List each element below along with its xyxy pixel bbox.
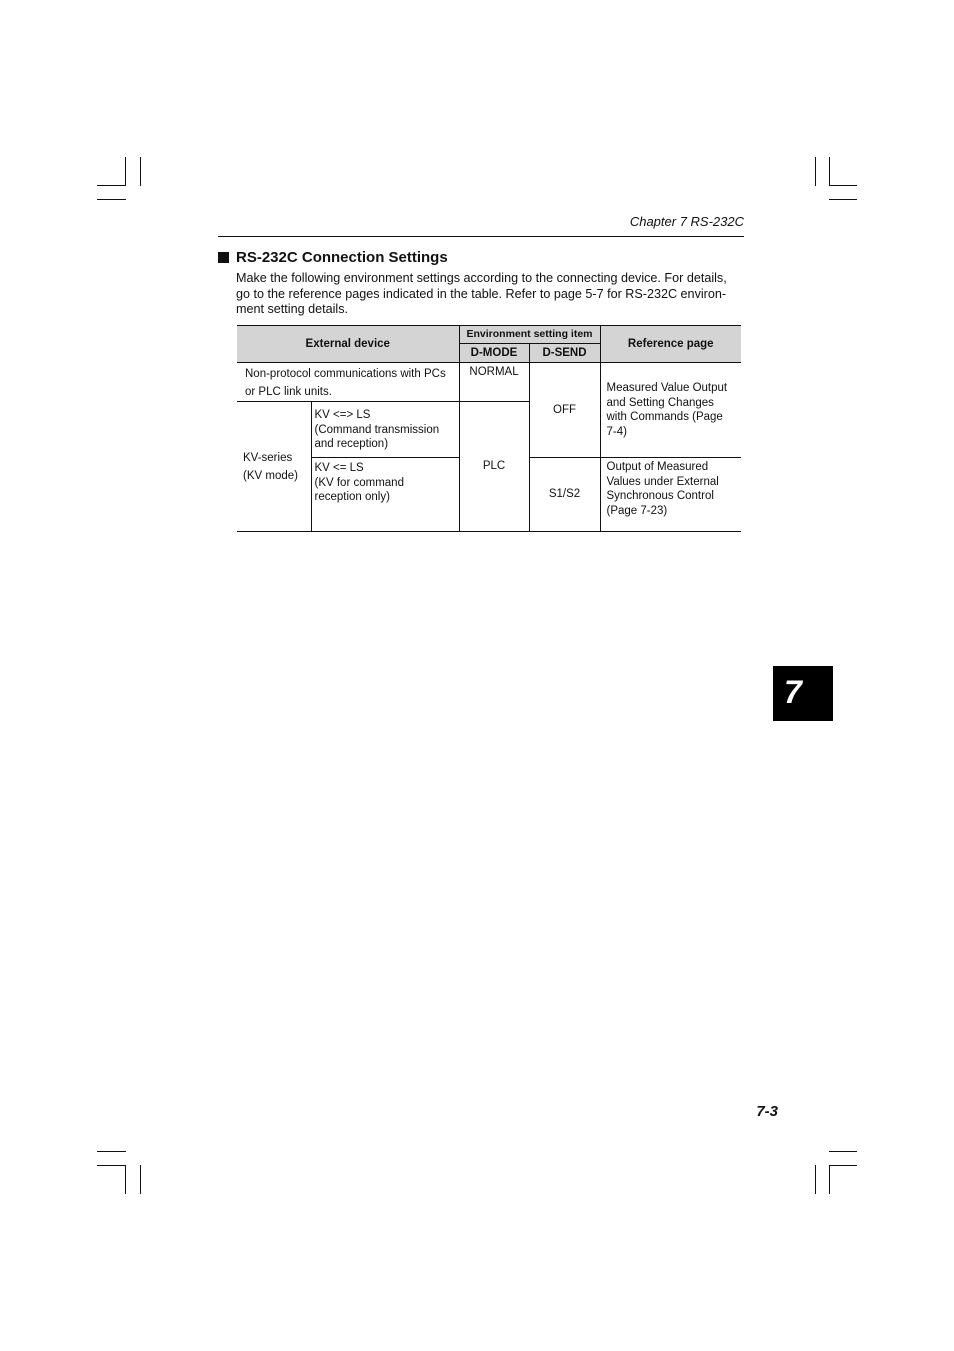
crop-mark (829, 1151, 857, 1152)
crop-mark (815, 157, 816, 186)
chapter-tab (773, 666, 833, 721)
d-mode-normal: NORMAL (459, 363, 529, 402)
device-non-protocol: Non-protocol communications with PCs or PLC link units. (237, 363, 459, 402)
header-reference: Reference page (600, 326, 741, 363)
kv-bidirectional: KV <=> LS (Command transmission and reception) (311, 402, 459, 458)
d-mode-plc: PLC (459, 402, 529, 532)
intro-paragraph (236, 271, 744, 318)
crop-mark (829, 185, 857, 186)
crop-mark (829, 199, 857, 200)
section-title-text: RS-232C Connection Settings (236, 249, 448, 266)
page-number: 7-3 (756, 1103, 778, 1120)
header-env-setting: Environment setting item (459, 326, 600, 344)
crop-mark (97, 199, 126, 200)
section-title (218, 249, 448, 266)
crop-mark (829, 157, 830, 186)
crop-mark (829, 1165, 830, 1194)
crop-mark (97, 185, 126, 186)
device-kv-series: KV-series (KV mode) (237, 402, 311, 532)
crop-mark (140, 1165, 141, 1194)
connection-settings-table (237, 325, 741, 532)
header-d-mode: D-MODE (459, 344, 529, 363)
chapter-tab-number: 7 (784, 674, 802, 710)
intro-line: go to the reference pages indicated in the table. Refer to page 5-7 for RS-232C environ- (236, 286, 727, 301)
kv-receive-only: KV <= LS (KV for command reception only) (311, 458, 459, 532)
square-bullet-icon (218, 252, 229, 263)
crop-mark (125, 157, 126, 186)
crop-mark (125, 1165, 126, 1194)
intro-line: Make the following environment settings according to the connecting device. For details, (236, 271, 727, 285)
d-send-s1s2: S1/S2 (529, 458, 600, 532)
running-header: Chapter 7 RS-232C (629, 214, 744, 229)
crop-mark (140, 157, 141, 186)
crop-mark (97, 1151, 126, 1152)
crop-mark (815, 1165, 816, 1194)
reference-page-1: Measured Value Output and Setting Changes with Commands (Page 7-4) (600, 363, 741, 458)
crop-mark (97, 1165, 126, 1166)
reference-page-2: Output of Measured Values under External Synchronous Control (Page 7-23) (600, 458, 741, 532)
d-send-off: OFF (529, 363, 600, 458)
header-rule (218, 236, 744, 237)
intro-line: ment setting details. (236, 302, 349, 316)
header-d-send: D-SEND (529, 344, 600, 363)
crop-mark (829, 1165, 857, 1166)
header-external-device: External device (237, 326, 459, 363)
